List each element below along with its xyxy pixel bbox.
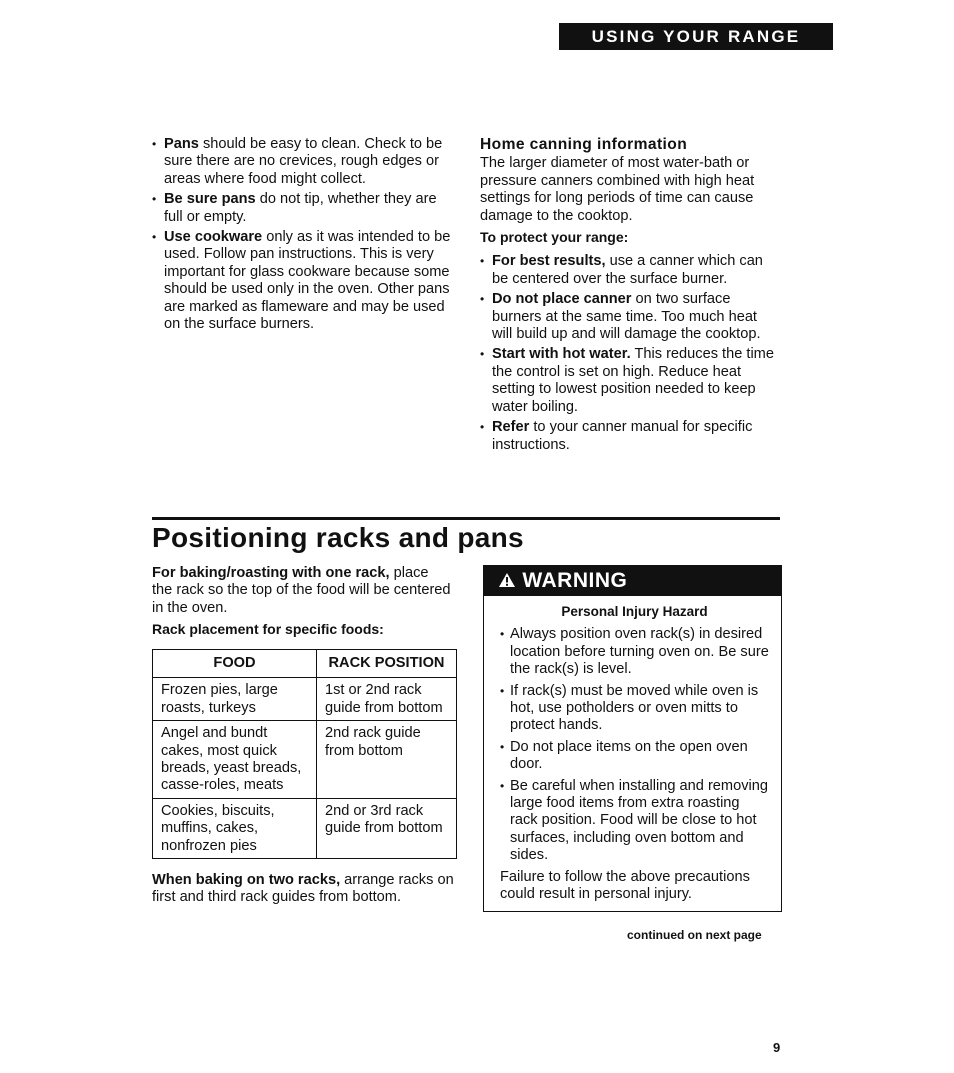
- warning-box: [483, 565, 782, 912]
- list-item: • Pans should be easy to clean. Check to be sure there are no crevices, rough edges or areas where food might collect.: [152, 136, 457, 188]
- page-number: 9: [773, 1040, 781, 1055]
- column-header-food: FOOD: [153, 650, 317, 678]
- protect-subheading: To protect your range:: [480, 229, 629, 246]
- warning-header: [484, 566, 781, 596]
- canning-section: [480, 136, 780, 457]
- table-cell: 1st or 2nd rack guide from bottom: [317, 678, 457, 721]
- table-cell: 2nd rack guide from bottom: [317, 721, 457, 799]
- list-item: • Be sure pans do not tip, whether they are full or empty.: [152, 191, 457, 226]
- list-item: • Do not place items on the open oven door.: [500, 739, 769, 774]
- list-item: • For best results, use a canner which can be centered over the surface burner.: [480, 253, 780, 288]
- warning-label: WARNING: [522, 569, 628, 592]
- rack-intro: For baking/roasting with one rack, place the rack so the top of the food will be centered in the oven. Rack placement for specific foods:: [152, 565, 451, 638]
- table-row: [153, 798, 457, 858]
- warning-body: [484, 596, 781, 904]
- table-cell: Cookies, biscuits, muffins, cakes, nonfrozen pies: [153, 798, 317, 858]
- canning-intro: The larger diameter of most water-bath or pressure canners combined with high heat settings for long periods of time can cause damage to the cooktop.: [480, 155, 755, 224]
- column-header-rack-position: RACK POSITION: [317, 650, 457, 678]
- warning-triangle-icon: [498, 569, 522, 592]
- rack-subheading: Rack placement for specific foods:: [152, 621, 384, 638]
- table-cell: Frozen pies, large roasts, turkeys: [153, 678, 317, 721]
- canning-heading: Home canning information: [480, 136, 688, 153]
- table-row: [153, 721, 457, 799]
- section-title: Positioning racks and pans: [152, 522, 524, 553]
- list-item: • If rack(s) must be moved while oven is hot, use potholders or oven mitts to protect hands.: [500, 683, 769, 735]
- table-cell: 2nd or 3rd rack guide from bottom: [317, 798, 457, 858]
- section-divider: [152, 517, 780, 520]
- table-cell: Angel and bundt cakes, most quick breads, yeast breads, casse-roles, meats: [153, 721, 317, 799]
- list-item: • Always position oven rack(s) in desired location before turning oven on. Be sure the rack(s) is level.: [500, 626, 769, 678]
- list-item: • Refer to your canner manual for specific instructions.: [480, 419, 780, 454]
- continued-note: continued on next page: [627, 928, 762, 942]
- hazard-title: Personal Injury Hazard: [561, 604, 708, 619]
- two-racks-note: When baking on two racks, arrange racks on first and third rack guides from bottom.: [152, 872, 454, 906]
- section-banner: USING YOUR RANGE: [559, 23, 833, 50]
- list-item: • Use cookware only as it was intended to be used. Follow pan instructions. This is very important for glass cookware because some should be used only in the oven. Other pans are marked as flameware and may be used on the surface burners.: [152, 229, 457, 333]
- list-item: • Be careful when installing and removing large food items from extra roasting rack position. Food will be close to hot surfaces, including oven bottom and sides.: [500, 778, 769, 865]
- warning-footer: Failure to follow the above precautions could result in personal injury.: [500, 868, 750, 903]
- list-item: • Do not place canner on two surface burners at the same time. Too much heat will build up and will damage the cooktop.: [480, 291, 780, 343]
- table-header-row: [153, 650, 457, 678]
- table-row: [153, 678, 457, 721]
- cookware-bullets: [152, 136, 457, 336]
- list-item: • Start with hot water. This reduces the time the control is set on high. Reduce heat setting to lowest position needed to keep water boiling.: [480, 346, 780, 416]
- rack-placement-table: [152, 649, 457, 859]
